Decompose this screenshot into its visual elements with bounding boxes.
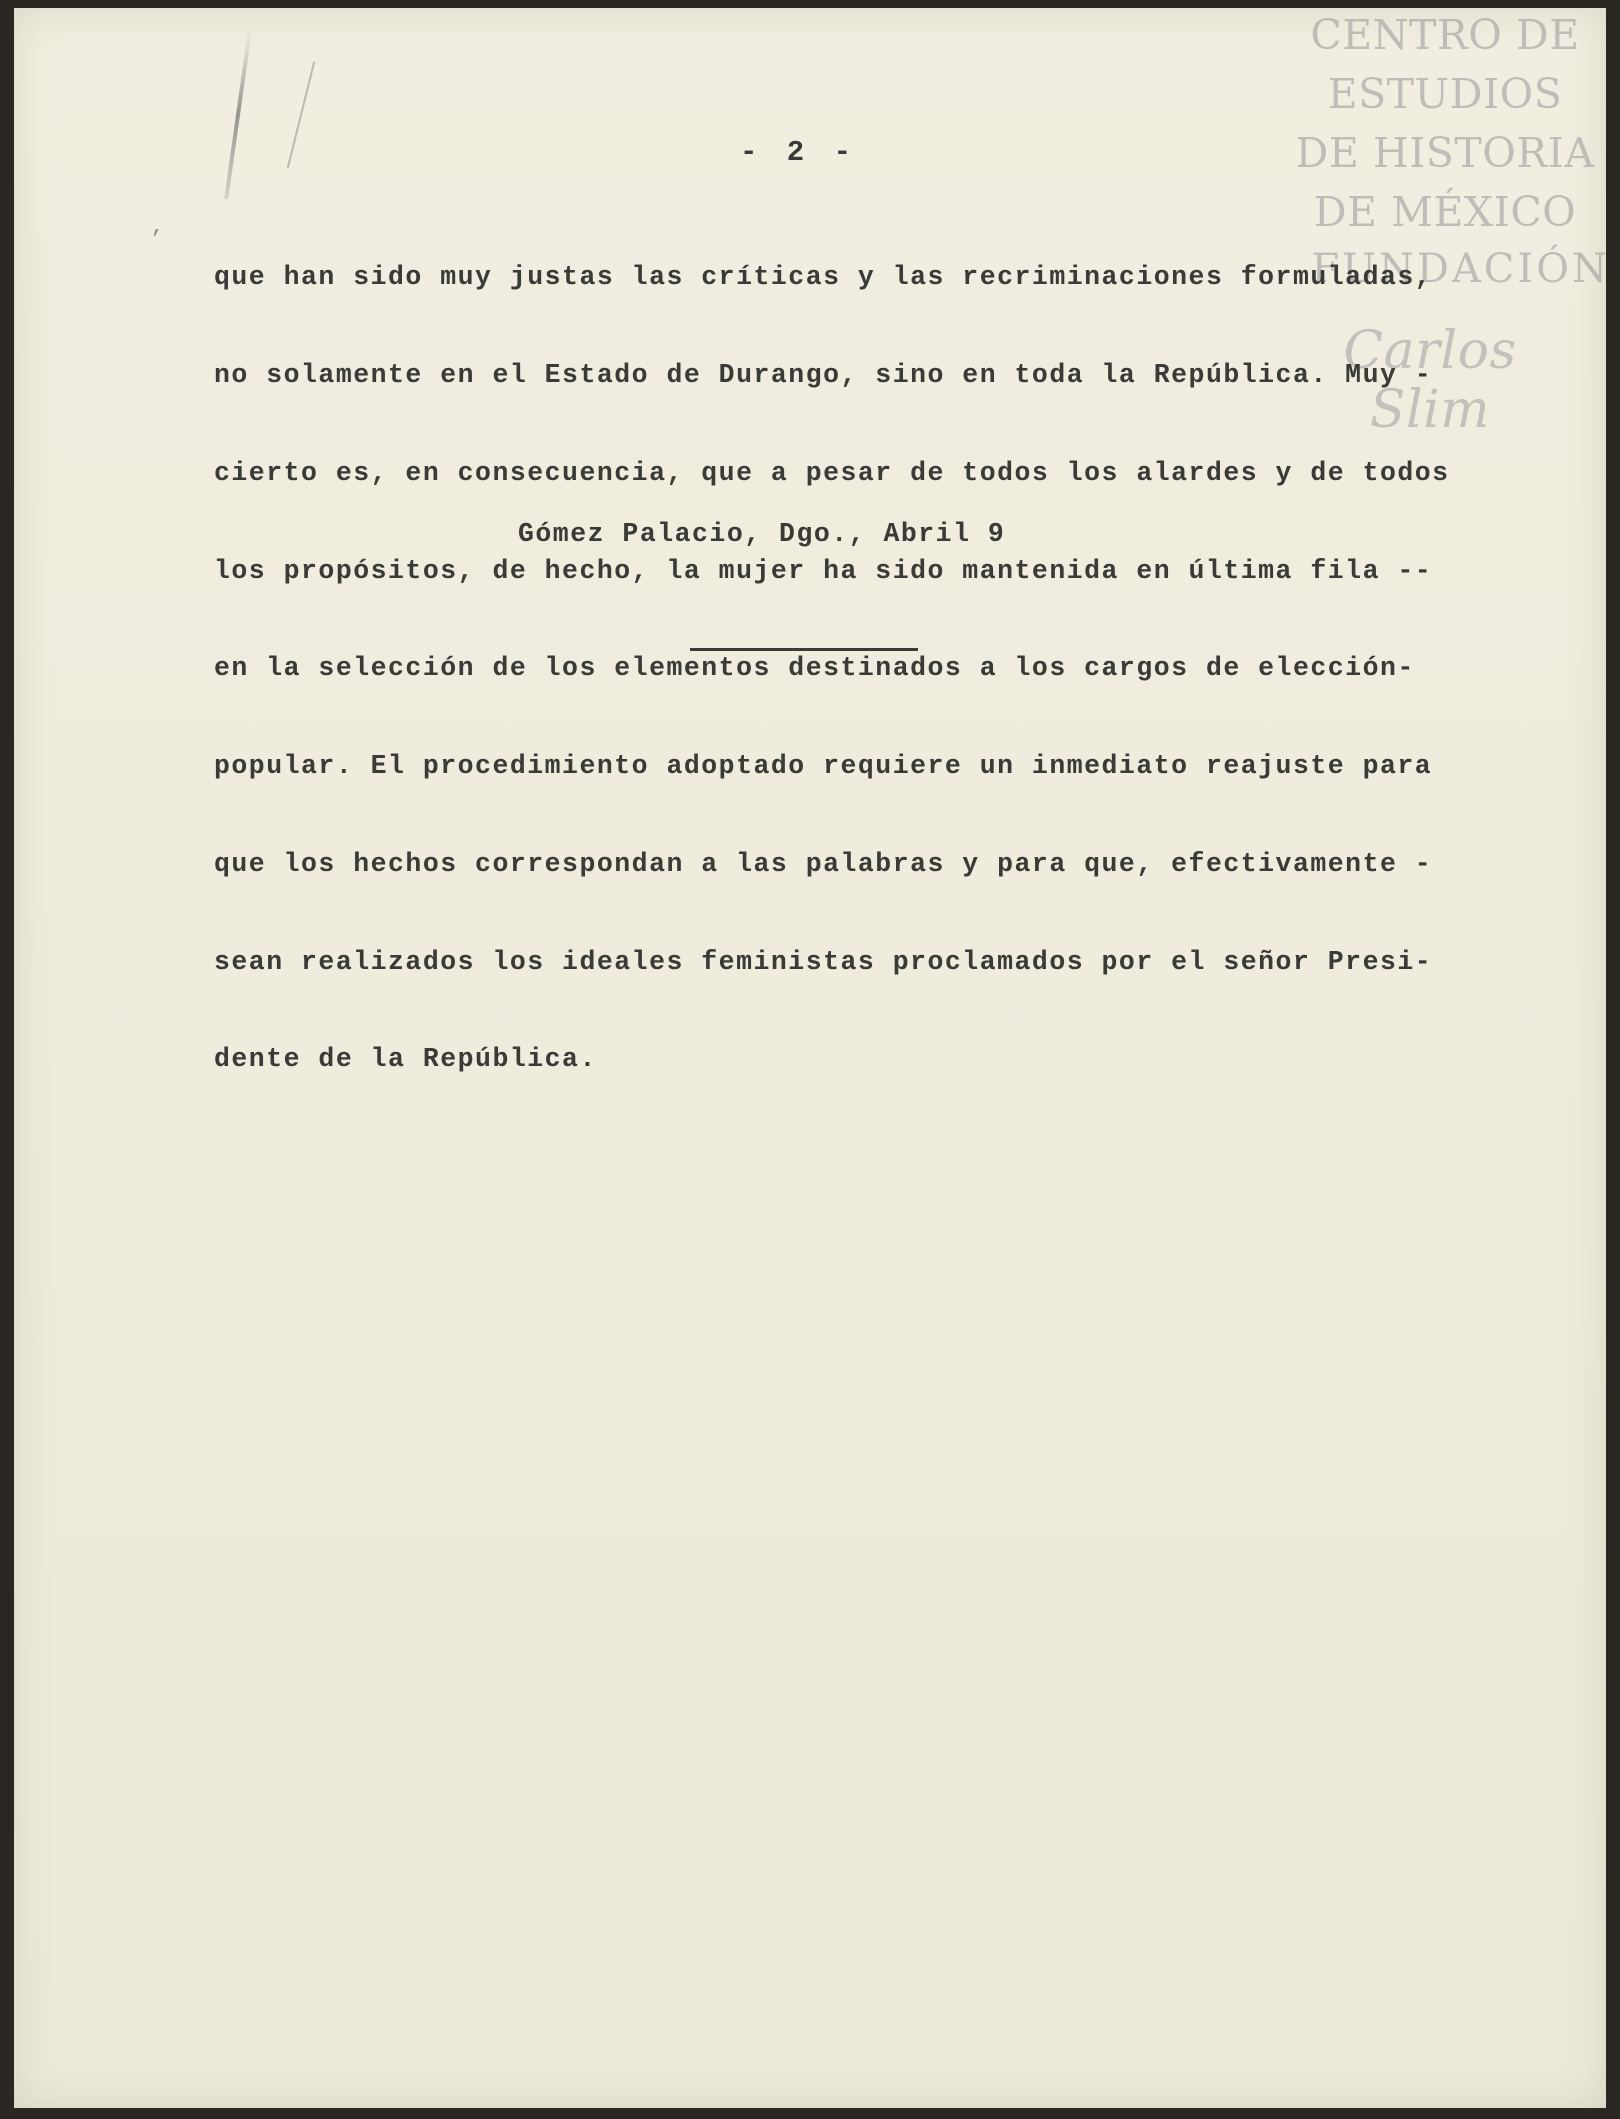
text-line: que han sido muy justas las críticas y las recriminaciones formuladas, xyxy=(214,262,1433,293)
watermark-line: ESTUDIOS xyxy=(1327,70,1563,118)
margin-tick: ‚ xyxy=(150,214,164,239)
text-line: los propósitos, de hecho, la mujer ha sido mantenida en última fila -- xyxy=(214,555,1433,586)
watermark-line: CENTRO DE xyxy=(1310,11,1580,59)
watermark-foundation: FUNDACIÓN xyxy=(1311,246,1610,292)
watermark-line: DE HISTORIA xyxy=(1295,129,1595,177)
text-line: dente de la República. xyxy=(214,1044,597,1075)
place-date-line: Gómez Palacio, Dgo., Abril 9 xyxy=(518,519,1006,549)
text-line: cierto es, en consecuencia, que a pesar de todos los alardes y de todos xyxy=(214,457,1450,488)
page-number: - 2 - xyxy=(740,136,858,169)
watermark-line: DE MÉXICO xyxy=(1313,188,1577,236)
closing-rule xyxy=(690,648,918,651)
text-line: en la selección de los elementos destinados a los cargos de elección- xyxy=(214,653,1415,684)
body-paragraph xyxy=(214,196,1554,1109)
text-line: que los hechos correspondan a las palabras y para que, efectivamente - xyxy=(214,848,1433,879)
text-line: popular. El procedimiento adoptado requiere un inmediato reajuste para xyxy=(214,751,1433,782)
text-line: sean realizados los ideales feministas proclamados por el señor Presi- xyxy=(214,946,1433,977)
text-line: no solamente en el Estado de Durango, sino en toda la República. Muy - xyxy=(214,359,1433,390)
watermark-signature: Carlos Slim xyxy=(1343,321,1517,440)
